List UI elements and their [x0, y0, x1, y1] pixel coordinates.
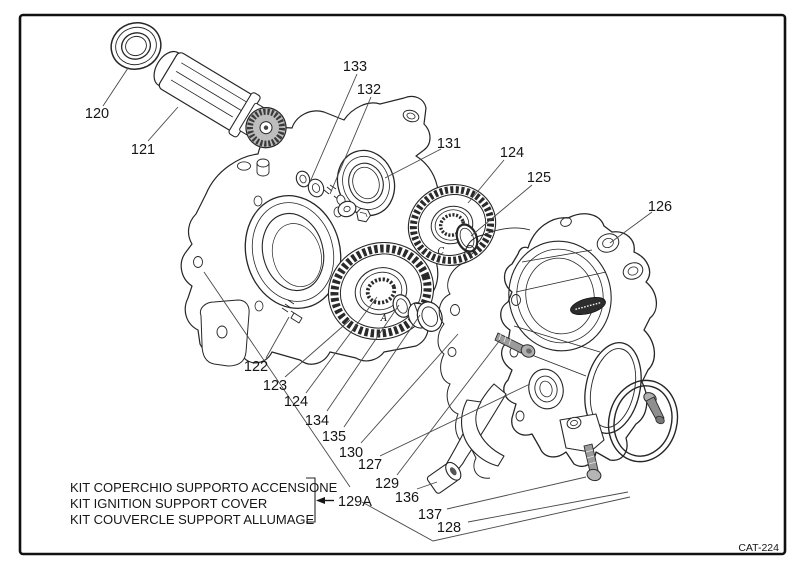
- callout-134: 134: [304, 413, 330, 429]
- callout-124-bottom: 124: [283, 394, 309, 410]
- kit-note-line-2: KIT IGNITION SUPPORT COVER: [70, 496, 268, 511]
- kit-arrow: [316, 497, 334, 504]
- callout-135: 135: [321, 429, 347, 445]
- callout-128: 128: [436, 520, 462, 536]
- kit-note: [70, 478, 372, 527]
- gear-upper-mark: C: [437, 247, 445, 257]
- callout-120: 120: [84, 106, 110, 122]
- callout-132: 132: [356, 82, 382, 98]
- callout-131: 131: [436, 136, 462, 152]
- callout-122: 122: [243, 359, 269, 375]
- callout-136: 136: [394, 490, 420, 506]
- kit-note-line-1: KIT COPERCHIO SUPPORTO ACCENSIONE: [70, 480, 338, 495]
- callout-125: 125: [526, 170, 552, 186]
- callout-130: 130: [338, 445, 364, 461]
- callout-124-top: 124: [499, 145, 525, 161]
- callout-127: 127: [357, 457, 383, 473]
- starter-motor-drawing: [146, 42, 296, 158]
- callout-129A: 129A: [338, 494, 372, 510]
- callout-126: 126: [647, 199, 673, 215]
- callout-129: 129: [374, 476, 400, 492]
- callout-133: 133: [342, 59, 368, 75]
- callout-123: 123: [262, 378, 288, 394]
- callout-137: 137: [417, 507, 443, 523]
- callout-121: 121: [130, 142, 156, 158]
- page-code: CAT-224: [738, 542, 779, 554]
- kit-note-line-3: KIT COUVERCLE SUPPORT ALLUMAGE: [70, 512, 315, 527]
- gear-lower-mark: A: [380, 314, 388, 324]
